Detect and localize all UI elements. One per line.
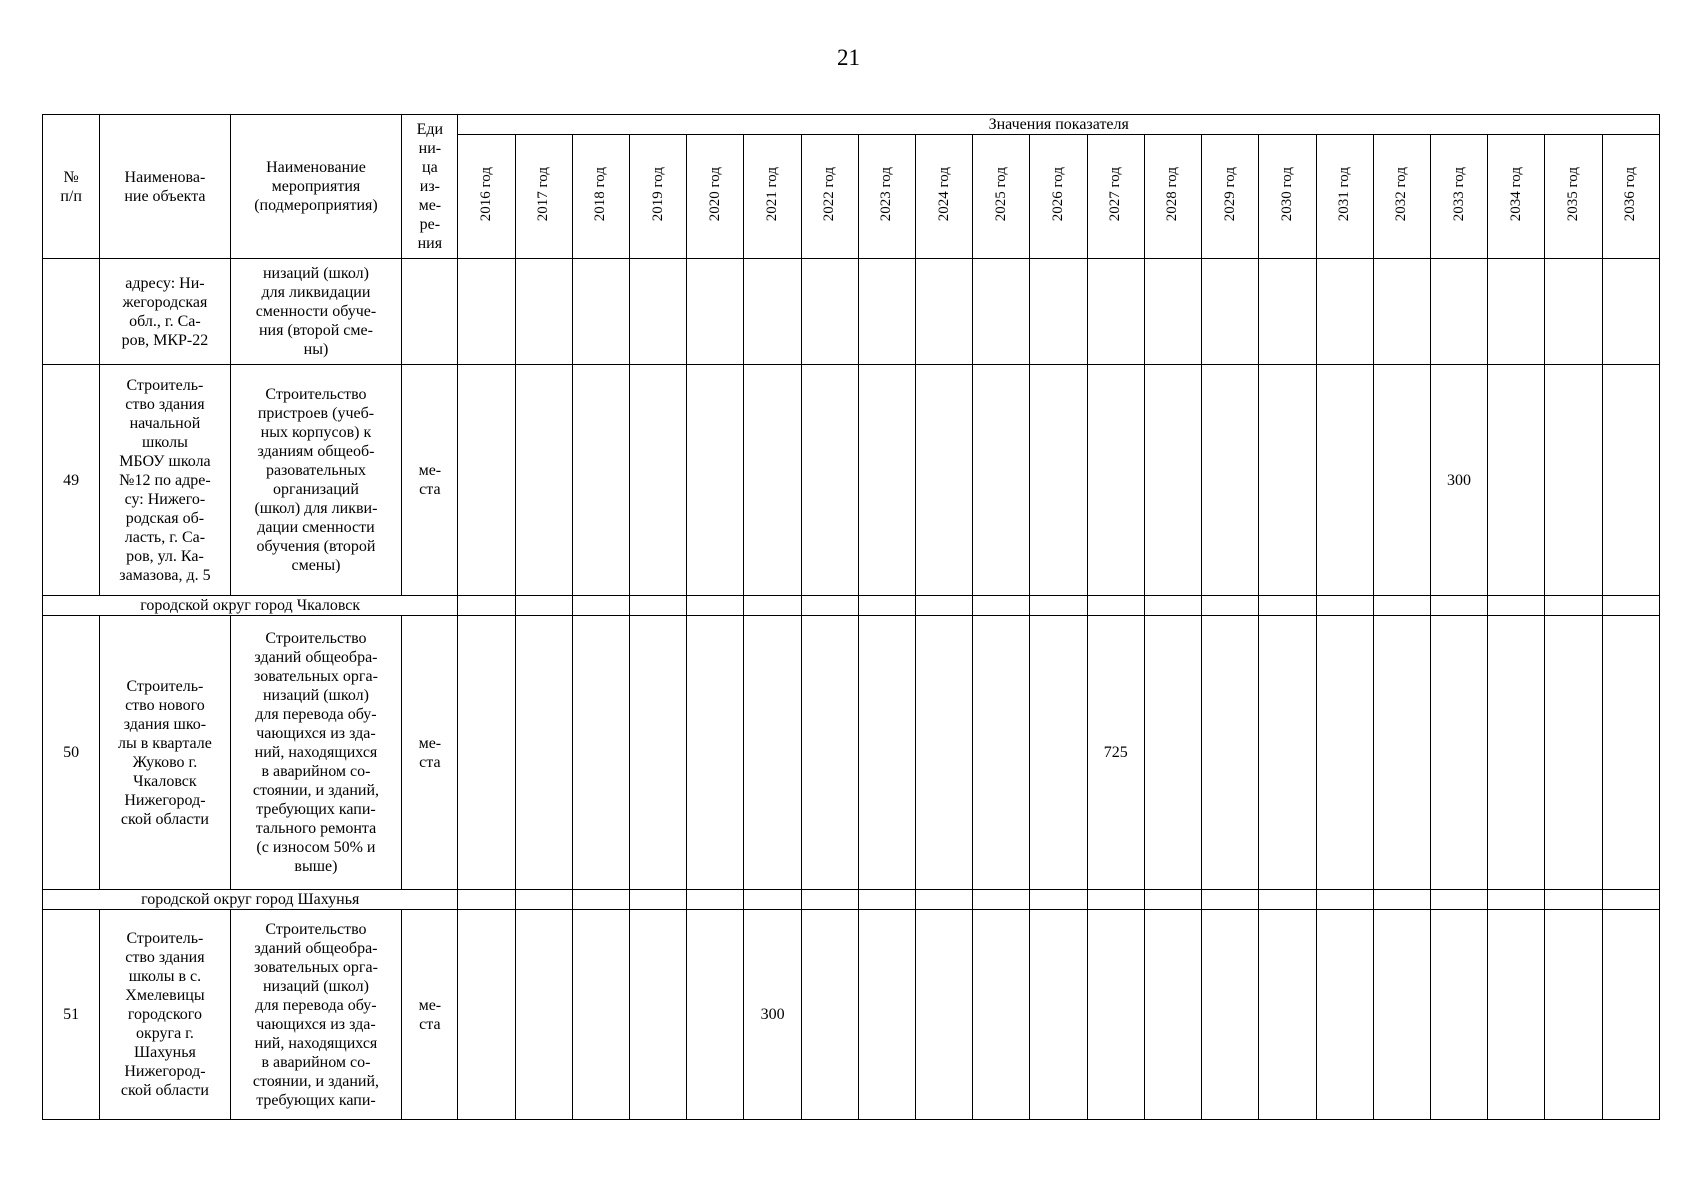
value-cell xyxy=(1316,365,1373,596)
value-cell xyxy=(1316,616,1373,890)
value-cell xyxy=(858,365,915,596)
value-cell xyxy=(1087,910,1144,1120)
value-cell xyxy=(1488,259,1545,365)
header-year-label: 2024 год xyxy=(935,166,952,222)
table-row xyxy=(43,259,1660,365)
value-cell xyxy=(1030,365,1087,596)
value-cell xyxy=(572,616,629,890)
value-cell xyxy=(1087,365,1144,596)
value-cell xyxy=(687,259,744,365)
value-cell xyxy=(1030,616,1087,890)
value-cell xyxy=(1144,259,1201,365)
row-number-cell xyxy=(43,259,100,365)
value-cell xyxy=(1259,616,1316,890)
unit-cell xyxy=(402,259,458,365)
value-cell xyxy=(1202,596,1259,616)
value-cell xyxy=(1373,910,1430,1120)
value-cell xyxy=(1602,910,1659,1120)
value-cell xyxy=(572,910,629,1120)
header-year xyxy=(1430,135,1487,259)
header-unit: Еди ни- ца из- ме- ре- ния xyxy=(402,115,458,259)
value-cell xyxy=(515,910,572,1120)
row-number-cell: 49 xyxy=(43,365,100,596)
measure-name-cell: Строительство пристроев (учеб- ных корпусов) к зданиям общеоб- разовательных организаций (школ) для ликви- дации сменности обучения (второй смены) xyxy=(230,365,402,596)
unit-cell: ме- ста xyxy=(402,365,458,596)
value-cell xyxy=(1602,890,1659,910)
value-cell xyxy=(458,259,515,365)
header-year-label: 2029 год xyxy=(1221,166,1238,222)
value-cell xyxy=(1545,890,1602,910)
header-year xyxy=(1316,135,1373,259)
value-cell xyxy=(630,596,687,616)
value-cell xyxy=(1030,596,1087,616)
header-year xyxy=(572,135,629,259)
value-cell: 300 xyxy=(1430,365,1487,596)
header-year xyxy=(1144,135,1201,259)
indicator-table xyxy=(42,114,1660,1120)
header-measure-name: Наименование мероприятия (подмероприятия) xyxy=(230,115,402,259)
value-cell xyxy=(1373,890,1430,910)
table-body xyxy=(43,259,1660,1120)
value-cell xyxy=(630,910,687,1120)
value-cell xyxy=(1602,365,1659,596)
object-name-cell: Строитель- ство здания начальной школы МБОУ школа №12 по адре- су: Нижего- родская об- ласть, г. Са- ров, ул. Ка- замазова, д. 5 xyxy=(100,365,230,596)
value-cell xyxy=(515,890,572,910)
value-cell xyxy=(1488,910,1545,1120)
value-cell xyxy=(858,890,915,910)
object-name-cell: Строитель- ство нового здания шко- лы в квартале Жуково г. Чкаловск Нижегород- ской области xyxy=(100,616,230,890)
value-cell xyxy=(515,616,572,890)
value-cell xyxy=(973,910,1030,1120)
value-cell xyxy=(1430,890,1487,910)
value-cell xyxy=(744,596,801,616)
value-cell xyxy=(1030,910,1087,1120)
value-cell xyxy=(572,259,629,365)
unit-cell: ме- ста xyxy=(402,910,458,1120)
value-cell xyxy=(1316,596,1373,616)
value-cell xyxy=(1602,596,1659,616)
value-cell xyxy=(687,365,744,596)
header-year-label: 2019 год xyxy=(649,166,666,222)
header-year xyxy=(858,135,915,259)
header-year xyxy=(458,135,515,259)
value-cell xyxy=(1545,365,1602,596)
header-year xyxy=(1202,135,1259,259)
header-year-label: 2018 год xyxy=(592,166,609,222)
header-year xyxy=(1373,135,1430,259)
header-values-title: Значения показателя xyxy=(458,115,1660,135)
value-cell xyxy=(916,596,973,616)
value-cell xyxy=(1430,596,1487,616)
value-cell xyxy=(858,259,915,365)
value-cell xyxy=(1602,259,1659,365)
header-num: № п/п xyxy=(43,115,100,259)
value-cell xyxy=(1430,259,1487,365)
header-year-label: 2034 год xyxy=(1507,166,1524,222)
value-cell xyxy=(973,596,1030,616)
value-cell xyxy=(1087,890,1144,910)
value-cell xyxy=(1144,616,1201,890)
value-cell xyxy=(630,365,687,596)
value-cell xyxy=(1144,910,1201,1120)
object-name-cell: адресу: Ни- жегородская обл., г. Са- ров, МКР-22 xyxy=(100,259,230,365)
value-cell xyxy=(572,365,629,596)
section-label: городской округ город Чкаловск xyxy=(43,596,458,616)
value-cell xyxy=(1373,365,1430,596)
header-year-label: 2031 год xyxy=(1336,166,1353,222)
value-cell xyxy=(687,890,744,910)
value-cell: 725 xyxy=(1087,616,1144,890)
table-row xyxy=(43,616,1660,890)
row-number-cell: 50 xyxy=(43,616,100,890)
value-cell xyxy=(1545,259,1602,365)
header-year xyxy=(1545,135,1602,259)
header-year-label: 2027 год xyxy=(1107,166,1124,222)
value-cell xyxy=(458,890,515,910)
header-year-label: 2021 год xyxy=(764,166,781,222)
value-cell xyxy=(1259,910,1316,1120)
value-cell xyxy=(1373,259,1430,365)
value-cell xyxy=(1087,596,1144,616)
value-cell xyxy=(973,890,1030,910)
header-year-label: 2017 год xyxy=(535,166,552,222)
header-year-label: 2030 год xyxy=(1278,166,1295,222)
section-row xyxy=(43,596,1660,616)
header-year xyxy=(1030,135,1087,259)
value-cell xyxy=(630,259,687,365)
value-cell xyxy=(1259,365,1316,596)
header-year-label: 2026 год xyxy=(1050,166,1067,222)
unit-cell: ме- ста xyxy=(402,616,458,890)
value-cell xyxy=(1545,616,1602,890)
value-cell xyxy=(458,616,515,890)
value-cell xyxy=(801,259,858,365)
header-year-label: 2023 год xyxy=(878,166,895,222)
value-cell xyxy=(1488,365,1545,596)
value-cell xyxy=(515,596,572,616)
value-cell xyxy=(1316,259,1373,365)
value-cell xyxy=(1259,890,1316,910)
measure-name-cell: Строительство зданий общеобра- зовательных орга- низаций (школ) для перевода обу- чающихся из зда- ний, находящихся в аварийном со- стоянии, и зданий, требующих капи- xyxy=(230,910,402,1120)
header-year xyxy=(916,135,973,259)
value-cell xyxy=(1202,910,1259,1120)
value-cell xyxy=(1144,365,1201,596)
value-cell xyxy=(973,365,1030,596)
header-year-label: 2035 год xyxy=(1564,166,1581,222)
value-cell xyxy=(1202,890,1259,910)
value-cell xyxy=(858,616,915,890)
value-cell xyxy=(572,596,629,616)
value-cell xyxy=(1030,259,1087,365)
value-cell xyxy=(744,616,801,890)
value-cell xyxy=(572,890,629,910)
value-cell xyxy=(1488,890,1545,910)
section-row xyxy=(43,890,1660,910)
header-year-label: 2020 год xyxy=(706,166,723,222)
header-year xyxy=(1602,135,1659,259)
value-cell xyxy=(1316,910,1373,1120)
table-row xyxy=(43,365,1660,596)
table-header xyxy=(43,115,1660,259)
value-cell xyxy=(858,596,915,616)
row-number-cell: 51 xyxy=(43,910,100,1120)
value-cell xyxy=(458,910,515,1120)
value-cell xyxy=(801,365,858,596)
value-cell xyxy=(1202,616,1259,890)
value-cell xyxy=(1259,596,1316,616)
header-year-label: 2025 год xyxy=(992,166,1009,222)
header-year xyxy=(973,135,1030,259)
value-cell xyxy=(687,616,744,890)
measure-name-cell: низаций (школ) для ликвидации сменности обуче- ния (второй сме- ны) xyxy=(230,259,402,365)
value-cell xyxy=(630,616,687,890)
value-cell xyxy=(1373,596,1430,616)
value-cell xyxy=(858,910,915,1120)
object-name-cell: Строитель- ство здания школы в с. Хмелевицы городского округа г. Шахунья Нижегород- ской области xyxy=(100,910,230,1120)
value-cell xyxy=(916,616,973,890)
value-cell xyxy=(1488,596,1545,616)
value-cell xyxy=(916,259,973,365)
header-year-label: 2016 год xyxy=(478,166,495,222)
header-year xyxy=(801,135,858,259)
value-cell: 300 xyxy=(744,910,801,1120)
value-cell xyxy=(1373,616,1430,890)
value-cell xyxy=(1087,259,1144,365)
value-cell xyxy=(744,890,801,910)
value-cell xyxy=(916,890,973,910)
value-cell xyxy=(1144,596,1201,616)
value-cell xyxy=(1030,890,1087,910)
header-year-label: 2032 год xyxy=(1393,166,1410,222)
value-cell xyxy=(630,890,687,910)
value-cell xyxy=(515,365,572,596)
value-cell xyxy=(1144,890,1201,910)
value-cell xyxy=(1202,259,1259,365)
value-cell xyxy=(801,596,858,616)
value-cell xyxy=(1430,910,1487,1120)
header-year xyxy=(515,135,572,259)
value-cell xyxy=(1545,910,1602,1120)
value-cell xyxy=(744,259,801,365)
value-cell xyxy=(744,365,801,596)
header-year xyxy=(687,135,744,259)
header-year xyxy=(744,135,801,259)
value-cell xyxy=(515,259,572,365)
header-year-label: 2022 год xyxy=(821,166,838,222)
header-year xyxy=(630,135,687,259)
section-label: городской округ город Шахунья xyxy=(43,890,458,910)
value-cell xyxy=(1202,365,1259,596)
value-cell xyxy=(687,596,744,616)
value-cell xyxy=(1259,259,1316,365)
header-year xyxy=(1087,135,1144,259)
value-cell xyxy=(916,910,973,1120)
value-cell xyxy=(1545,596,1602,616)
header-object-name: Наименова- ние объекта xyxy=(100,115,230,259)
value-cell xyxy=(973,616,1030,890)
value-cell xyxy=(1430,616,1487,890)
value-cell xyxy=(1488,616,1545,890)
header-year-label: 2028 год xyxy=(1164,166,1181,222)
header-year-label: 2033 год xyxy=(1450,166,1467,222)
page-number: 21 xyxy=(837,45,860,70)
value-cell xyxy=(801,910,858,1120)
value-cell xyxy=(1602,616,1659,890)
value-cell xyxy=(687,910,744,1120)
value-cell xyxy=(801,890,858,910)
measure-name-cell: Строительство зданий общеобра- зовательных орга- низаций (школ) для перевода обу- чающихся из зда- ний, находящихся в аварийном со- стоянии, и зданий, требующих капи- тального ремонта (с износом 50% и выше) xyxy=(230,616,402,890)
header-year-label: 2036 год xyxy=(1622,166,1639,222)
header-year xyxy=(1259,135,1316,259)
value-cell xyxy=(973,259,1030,365)
value-cell xyxy=(916,365,973,596)
value-cell xyxy=(458,365,515,596)
value-cell xyxy=(1316,890,1373,910)
value-cell xyxy=(458,596,515,616)
table-row xyxy=(43,910,1660,1120)
value-cell xyxy=(801,616,858,890)
header-year xyxy=(1488,135,1545,259)
